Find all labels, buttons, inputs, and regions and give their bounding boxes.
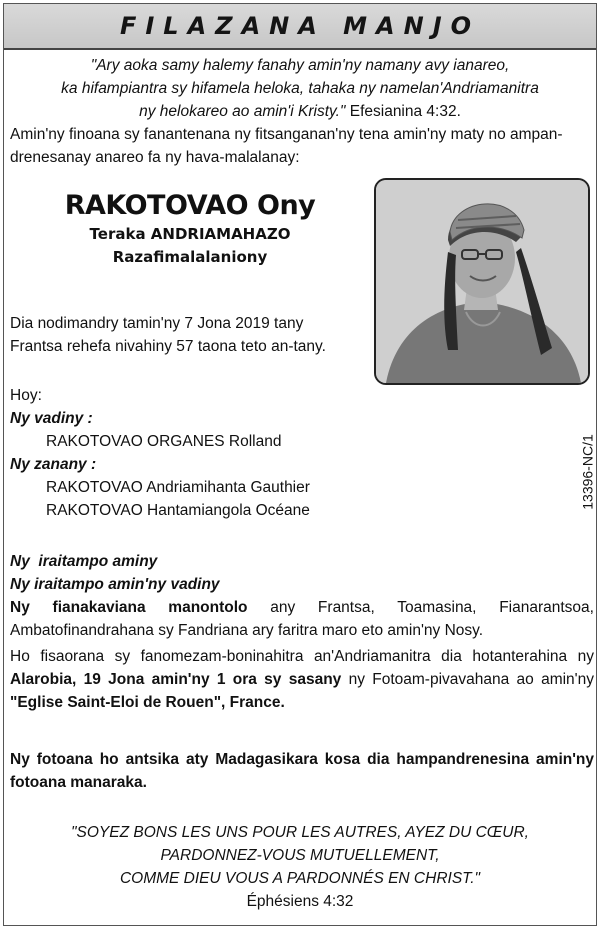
intro-line-1: Amin'ny finoana sy fanantenana ny fitsanganan'ny tena amin'ny maty no ampan-	[10, 126, 563, 143]
family-list	[10, 384, 550, 522]
opening-quote	[12, 54, 588, 123]
siblings-line-1: Ny iraitampo aminy	[10, 553, 158, 570]
portrait-image	[376, 180, 588, 383]
opening-quote-line-3	[12, 100, 588, 123]
death-info	[10, 312, 370, 358]
extended-family-rest: any Frantsa, Toamasina, Fianarantsoa, Ambatofinandrahana sy Fandriana ary faritra maro eto amin'ny Nosy.	[10, 599, 594, 639]
deceased-name-block	[4, 190, 376, 269]
opening-quote-line-1: "Ary aoka samy halemy fanahy amin'ny namany avy ianareo,	[90, 57, 510, 74]
death-line-2: Frantsa rehefa nivahiny 57 taona teto an-tany.	[10, 338, 326, 355]
spouse-label: Ny vadiny :	[10, 410, 93, 427]
ceremony-text-2: ny Fotoam-pivavahana ao amin'ny	[341, 671, 594, 688]
opening-quote-line-2: ka hifampiantra sy hifamela heloka, tahaka ny namelan'Andriamanitra	[61, 80, 539, 97]
deceased-photo	[374, 178, 590, 385]
obituary-notice	[3, 3, 597, 926]
ceremony-church: "Eglise Saint-Eloi de Rouen", France.	[10, 694, 285, 711]
children-label: Ny zanany :	[10, 456, 97, 473]
ceremony-text-1: Ho fisaorana sy fanomezam-boninahitra an'Andriamanitra dia hotanterahina ny	[10, 648, 594, 665]
closing-quote-line-2: PARDONNEZ-VOUS MUTUELLEMENT,	[160, 847, 440, 864]
siblings-block	[10, 550, 594, 642]
extended-family-bold: Ny fianakaviana manontolo	[10, 599, 248, 616]
intro-paragraph	[10, 123, 594, 169]
child-name-1: RAKOTOVAO Andriamihanta Gauthier	[46, 479, 310, 496]
ceremony-date: Alarobia, 19 Jona amin'ny 1 ora sy sasany	[10, 671, 342, 688]
ceremony-paragraph	[10, 645, 594, 714]
deceased-maiden-name: Teraka ANDRIAMAHAZO	[89, 225, 291, 243]
deceased-name: RAKOTOVAO Ony	[64, 190, 316, 221]
hoy-label: Hoy:	[10, 387, 42, 404]
child-name-2: RAKOTOVAO Hantamiangola Océane	[46, 502, 310, 519]
opening-quote-reference: Efesianina 4:32.	[349, 103, 461, 120]
death-line-1: Dia nodimandry tamin'ny 7 Jona 2019 tany	[10, 315, 304, 332]
madagascar-note: Ny fotoana ho antsika aty Madagasikara kosa dia hampandrenesina amin'ny fotoana manaraka.	[10, 751, 594, 791]
siblings-line-2: Ny iraitampo amin'ny vadiny	[10, 576, 220, 593]
banner-title: FILAZANA MANJO	[119, 11, 481, 40]
closing-quote	[4, 821, 596, 913]
closing-quote-line-1: "SOYEZ BONS LES UNS POUR LES AUTRES, AYEZ DU CŒUR,	[71, 824, 529, 841]
opening-quote-text: ny helokareo ao amin'i Kristy."	[139, 103, 346, 120]
notice-banner	[4, 4, 596, 50]
spouse-name: RAKOTOVAO ORGANES Rolland	[46, 433, 282, 450]
reference-code: 13396-NC/1	[579, 434, 596, 510]
deceased-second-name: Razafimalalaniony	[112, 248, 268, 266]
intro-line-2: drenesanay anareo fa ny hava-malalanay:	[10, 149, 300, 166]
closing-quote-reference: Éphésiens 4:32	[246, 893, 354, 910]
extended-family	[10, 596, 594, 642]
closing-quote-line-3: COMME DIEU VOUS A PARDONNÉS EN CHRIST."	[119, 870, 481, 887]
